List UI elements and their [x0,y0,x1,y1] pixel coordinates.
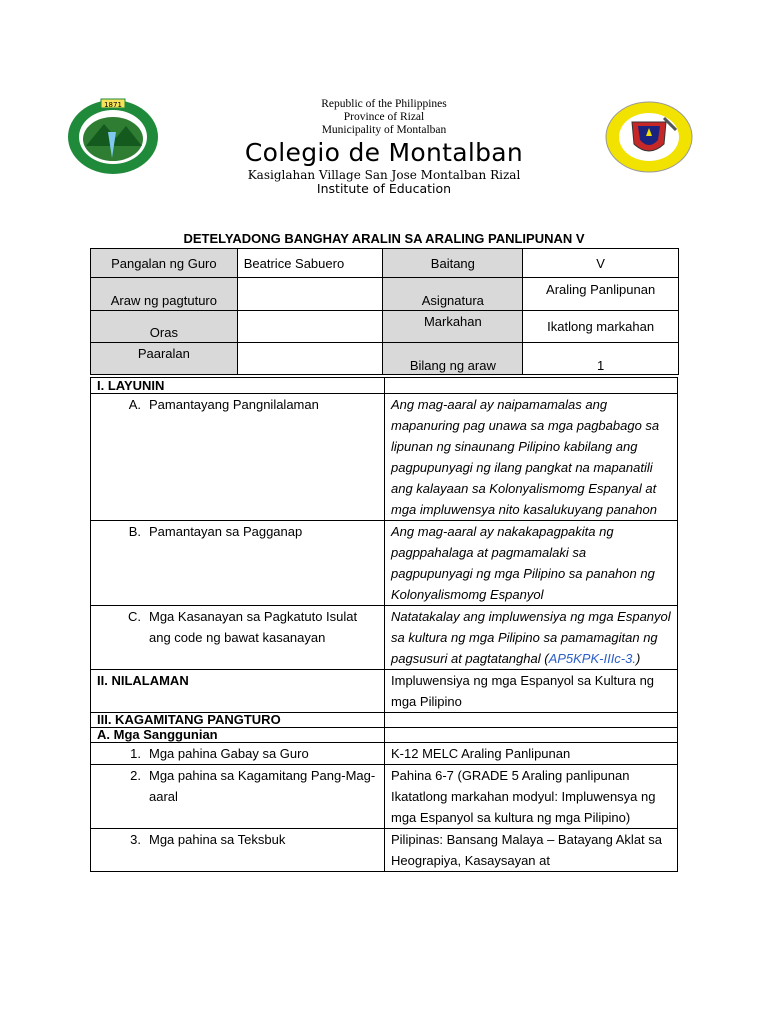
empty-cell [385,728,678,743]
section-heading: I. LAYUNIN [91,378,385,394]
info-value: 1 [523,343,679,375]
item-marker: 3. [130,832,141,847]
section-heading: II. NILALAMAN [91,670,385,713]
table-row [91,829,678,872]
item-label: Mga pahina sa Teksbuk [149,832,286,847]
info-label: Araw ng pagtuturo [91,278,238,311]
row-text: Ang mag-aaral ay nakakapagpakita ng pagppahalaga at pagmamalaki sa pagpupunyagi ng mga Pilipino sa panahon ng Kolonyalismomg Espanyol [385,521,678,606]
info-value: Beatrice Sabuero [237,249,383,278]
info-label: Pangalan ng Guro [91,249,238,278]
left-logo-year: 1871 [104,101,122,109]
republic-line: Republic of the Philippines [321,98,447,110]
row-text: Pilipinas: Bansang Malaya – Batayang Aklat sa Heograpiya, Kasaysayan at [385,829,678,872]
info-value [237,278,383,311]
info-label: Paaralan [91,343,238,375]
close-paren: ) [635,651,641,666]
info-label: Baitang [383,249,523,278]
info-value: V [523,249,679,278]
section-heading: A. Mga Sanggunian [91,728,385,743]
table-row [91,394,678,521]
info-label: Asignatura [383,278,523,311]
info-label: Bilang ng araw [383,343,523,375]
empty-cell [385,378,678,394]
row-text: Pahina 6-7 (GRADE 5 Araling panlipunan Ikatatlong markahan modyul: Impluwensya ng mga Espanyol sa kultura ng mga Pilipino) [385,765,678,829]
row-text-cell [385,606,678,670]
section-row [91,378,678,394]
competency-code: AP5KPK-IIIc-3. [548,651,636,666]
document-header [0,98,768,196]
row-label-cell [91,394,385,521]
document-title: DETELYADONG BANGHAY ARALIN SA ARALING PANLIPUNAN V [183,231,585,246]
row-text: Impluwensiya ng mga Espanyol sa Kultura ng mga Pilipino [385,670,678,713]
table-row [91,743,678,765]
empty-cell [385,713,678,728]
section-row [91,670,678,713]
institute-name: Institute of Education [316,181,452,196]
info-value: Ikatlong markahan [523,311,679,343]
item-marker: 2. [130,768,141,783]
info-label: Markahan [383,311,523,343]
row-label-cell [91,521,385,606]
info-label: Oras [91,311,238,343]
info-value [237,343,383,375]
province-line: Province of Rizal [343,111,425,123]
row-label-cell [91,606,385,670]
item-marker: 1. [130,746,141,761]
item-marker: B. [128,524,141,539]
municipality-line: Municipality of Montalban [321,124,447,136]
info-table [90,248,679,375]
table-row [91,521,678,606]
item-label: Pamantayang Pangnilalaman [149,397,319,412]
school-name: Colegio de Montalban [244,138,524,167]
school-address: Kasiglahan Village San Jose Montalban Rizal [247,168,521,182]
item-marker: A. [128,397,141,412]
section-row [91,713,678,728]
row-label-cell [91,743,385,765]
item-label: Pamantayan sa Pagganap [149,524,303,539]
item-marker: C. [128,609,141,624]
info-row [91,278,679,311]
row-text: Ang mag-aaral ay naipamamalas ang mapanuring pag unawa sa mga pagbabago sa lipunan ng sinaunang Pilipino kabilang ang pagpupunyagi ng ilang pangkat na mapanatili ang kalayaan sa Kolonyalismomg Espanyal at mga impluwensya nito kasalukuyang panahon [385,394,678,521]
info-value [237,311,383,343]
info-row [91,249,679,278]
lesson-plan-table [90,377,678,872]
info-row [91,311,679,343]
row-text: K-12 MELC Araling Panlipunan [385,743,678,765]
item-label: Mga pahina sa Kagamitang Pang-Mag-aaral [149,768,376,804]
section-heading: III. KAGAMITANG PANGTURO [91,713,385,728]
table-row [91,765,678,829]
row-text: Natatakalay ang impluwensiya ng mga Espanyol sa kultura ng mga Pilipino sa pamamagitan ng pagsusuri at pagtatanghal ( [391,609,671,666]
row-label-cell [91,765,385,829]
row-label-cell [91,829,385,872]
table-row [91,606,678,670]
item-label: Mga Kasanayan sa Pagkatuto Isulat ang code ng bawat kasanayan [149,609,358,645]
info-value: Araling Panlipunan [523,278,679,311]
info-row [91,343,679,375]
item-label: Mga pahina Gabay sa Guro [149,746,309,761]
section-row [91,728,678,743]
